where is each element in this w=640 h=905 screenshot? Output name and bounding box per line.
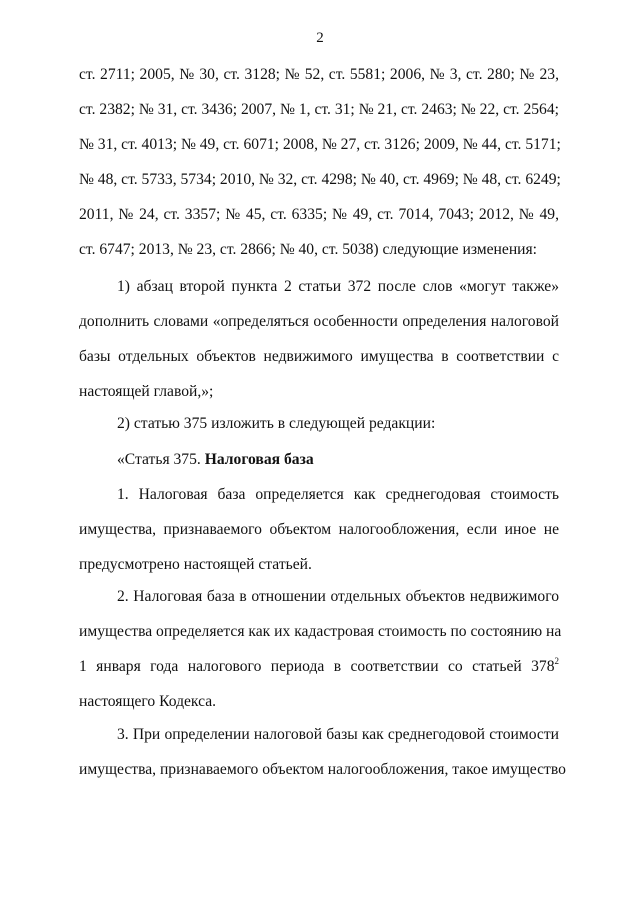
item-1-line: базы отдельных объектов недвижимого имущества в соответствии с xyxy=(79,348,559,365)
article-heading-title: Налоговая база xyxy=(204,451,314,468)
item-1-line: настоящей главой,»; xyxy=(79,383,214,400)
intro-line: ст. 6747; 2013, № 23, ст. 2866; № 40, ст. 5038) следующие изменения: xyxy=(79,241,538,258)
article-heading xyxy=(79,442,559,477)
point-1-line: предусмотрено настоящей статьей. xyxy=(79,556,312,573)
point-2-paragraph xyxy=(79,579,562,719)
item-1-paragraph xyxy=(79,269,559,409)
point-2-line-text: 1 января года налогового периода в соответствии со статьей 378 xyxy=(79,658,555,675)
intro-paragraph xyxy=(79,57,559,267)
article-heading-prefix: «Статья 375. xyxy=(117,451,201,468)
item-1-line: 1) абзац второй пункта 2 статьи 372 после слов «могут также» xyxy=(117,278,559,295)
point-1-paragraph xyxy=(79,477,559,582)
point-2-line: имущества определяется как их кадастровая стоимость по состоянию на xyxy=(79,623,562,640)
point-2-line xyxy=(79,649,559,684)
point-3-line: имущества, признаваемого объектом налогообложения, такое имущество xyxy=(79,761,566,778)
intro-line: № 48, ст. 5733, 5734; 2010, № 32, ст. 4298; № 40, ст. 4969; № 48, ст. 6249; xyxy=(79,171,561,188)
item-2-line: 2) статью 375 изложить в следующей редакции: xyxy=(117,415,436,432)
intro-line: № 31, ст. 4013; № 49, ст. 6071; 2008, № 27, ст. 3126; 2009, № 44, ст. 5171; xyxy=(79,136,561,153)
point-2-line: настоящего Кодекса. xyxy=(79,693,217,710)
point-2-line: 2. Налоговая база в отношении отдельных объектов недвижимого xyxy=(117,588,559,605)
point-3-line: 3. При определении налоговой базы как среднегодовой стоимости xyxy=(117,726,559,743)
point-1-line: имущества, признаваемого объектом налогообложения, если иное не xyxy=(79,521,559,538)
superscript: 2 xyxy=(554,656,559,666)
page-number: 2 xyxy=(316,30,324,46)
point-1-line: 1. Налоговая база определяется как среднегодовая стоимость xyxy=(117,486,559,503)
intro-line: 2011, № 24, ст. 3357; № 45, ст. 6335; № 49, ст. 7014, 7043; 2012, № 49, xyxy=(79,206,559,223)
intro-line: ст. 2382; № 31, ст. 3436; 2007, № 1, ст. 31; № 21, ст. 2463; № 22, ст. 2564; xyxy=(79,101,559,118)
point-3-paragraph xyxy=(79,717,566,787)
item-1-line: дополнить словами «определяться особенности определения налоговой xyxy=(79,313,559,330)
intro-line: ст. 2711; 2005, № 30, ст. 3128; № 52, ст. 5581; 2006, № 3, ст. 280; № 23, xyxy=(79,66,559,83)
article-heading-line xyxy=(79,442,559,477)
item-2-paragraph xyxy=(79,406,559,441)
